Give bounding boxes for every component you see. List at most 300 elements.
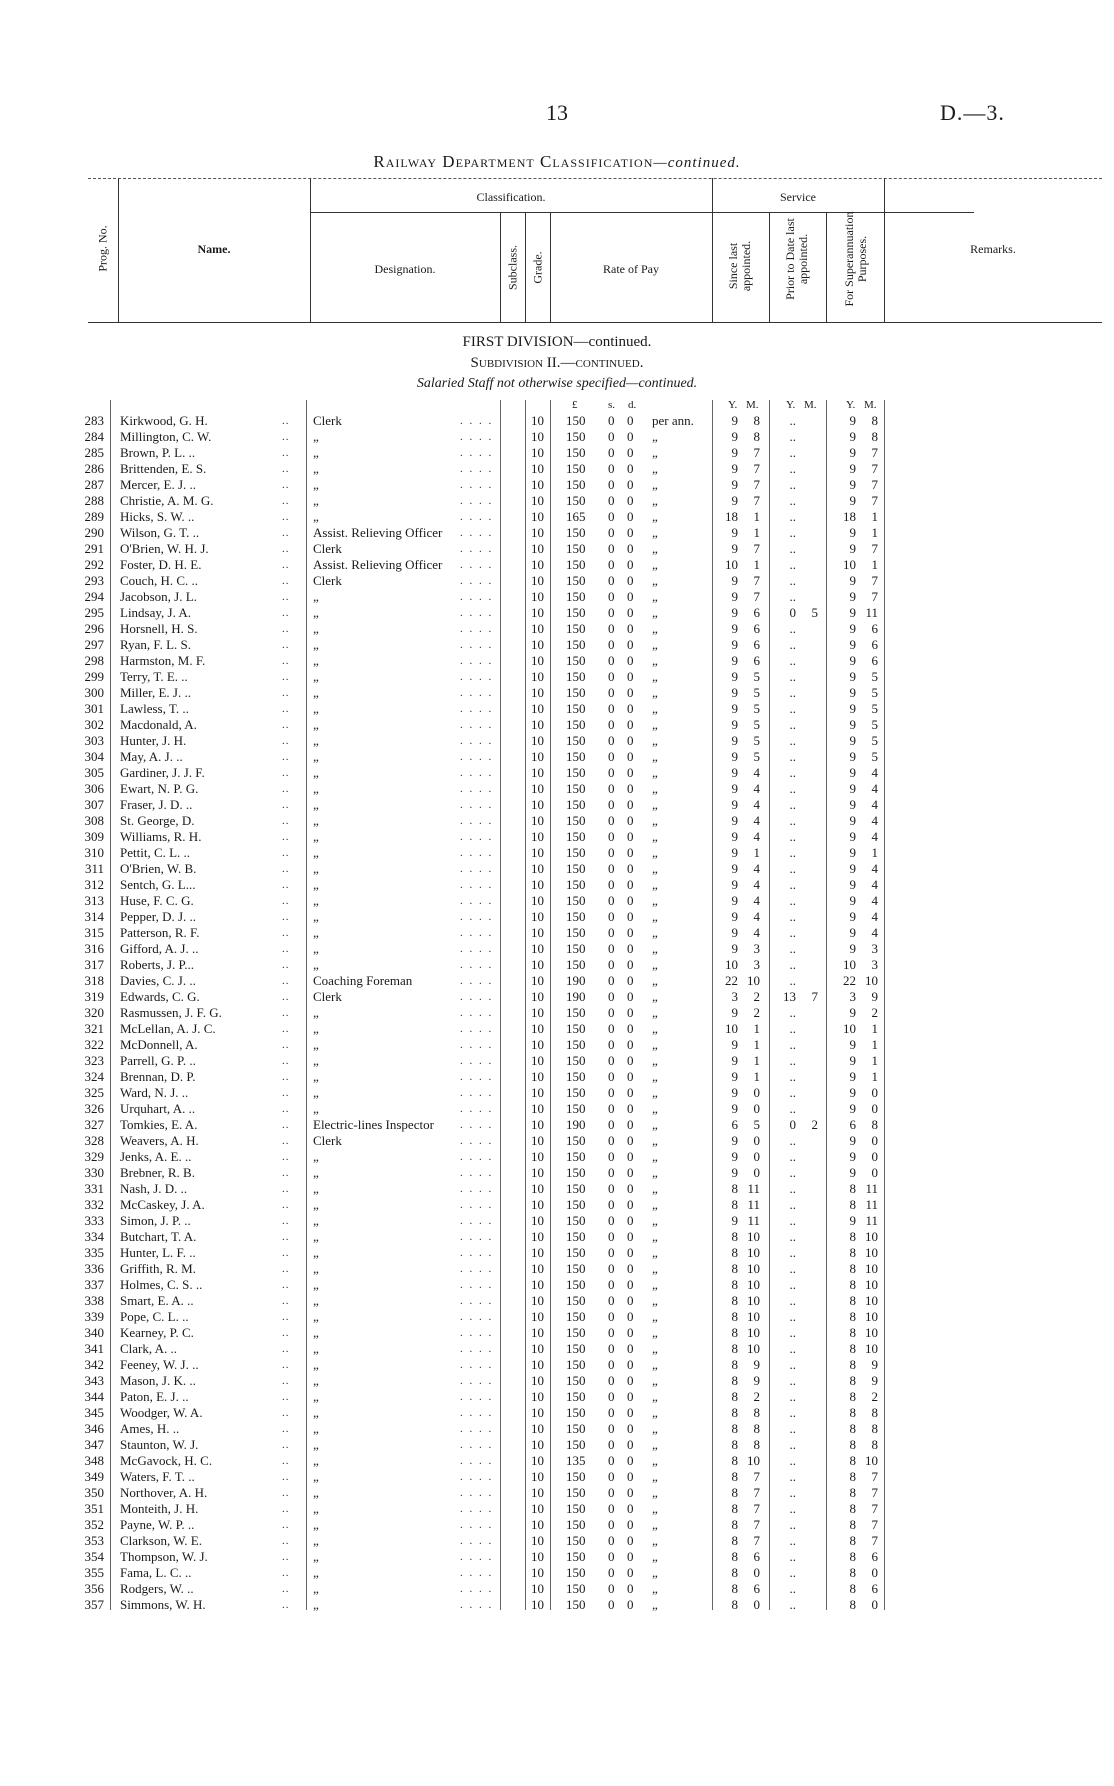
pay-pounds-cell: 150 [566,605,586,620]
leader-dots: .. [282,1215,290,1227]
since-years-cell: 10 [725,957,738,972]
table-row [0,1005,1114,1021]
since-years-cell: 9 [731,717,738,732]
header-prog-no: Prog. No. [95,225,110,272]
designation-cell: „ [313,1597,319,1612]
pay-period-cell: „ [652,1245,658,1260]
leader-dots: .. [282,1423,290,1435]
header-subclass: Subclass. [505,245,520,290]
pay-period-cell: „ [652,1405,658,1420]
grade-cell: 10 [531,1133,544,1148]
grade-cell: 10 [531,1405,544,1420]
super-years-cell: 9 [849,669,856,684]
leader-dots: . . . . [460,799,494,811]
prior-years-cell: .. [789,957,796,972]
grade-cell: 10 [531,1005,544,1020]
designation-cell: „ [313,1389,319,1404]
leader-dots: . . . . [460,1263,494,1275]
leader-dots: . . . . [460,607,494,619]
prior-years-cell: .. [789,1021,796,1036]
since-years-cell: 8 [731,1501,738,1516]
super-months-cell: 6 [871,1549,878,1564]
prior-years-cell: .. [789,1261,796,1276]
section-division: FIRST DIVISION—continued. [462,334,652,350]
pay-pounds-cell: 150 [566,541,586,556]
super-years-cell: 8 [849,1437,856,1452]
pay-pence-cell: 0 [627,1021,634,1036]
pay-period-cell: „ [652,477,658,492]
super-years-cell: 9 [849,781,856,796]
pay-pounds-cell: 150 [566,1197,586,1212]
prior-years-cell: .. [789,925,796,940]
pay-pounds-cell: 150 [566,1181,586,1196]
page-number: 13 [546,100,568,125]
pay-pence-cell: 0 [627,1405,634,1420]
designation-cell: „ [313,685,319,700]
header-bottom-rule [88,322,1102,323]
designation-cell: „ [313,893,319,908]
since-months-cell: 7 [753,1485,760,1500]
prior-years-cell: .. [789,445,796,460]
pay-pence-cell: 0 [627,1597,634,1612]
designation-cell: „ [313,1549,319,1564]
name-cell: Payne, W. P. .. [120,1517,195,1532]
designation-cell: „ [313,781,319,796]
super-months-cell: 11 [865,1213,878,1228]
since-years-cell: 9 [731,653,738,668]
leader-dots: .. [282,1327,290,1339]
leader-dots: . . . . [460,975,494,987]
super-months-cell: 1 [871,509,878,524]
super-months-cell: 11 [865,605,878,620]
pay-pence-cell: 0 [627,1197,634,1212]
leader-dots: .. [282,1279,290,1291]
pay-pence-cell: 0 [627,717,634,732]
table-row [0,717,1114,733]
pay-pounds-cell: 150 [566,1533,586,1548]
since-months-cell: 4 [753,765,760,780]
pay-shillings-cell: 0 [608,845,615,860]
prog-no-cell: 347 [84,1437,104,1452]
pay-pence-cell: 0 [627,509,634,524]
pay-pounds-cell: 150 [566,637,586,652]
super-years-cell: 8 [849,1325,856,1340]
name-cell: Couch, H. C. .. [120,573,198,588]
table-row [0,1101,1114,1117]
pay-period-cell: „ [652,1485,658,1500]
leader-dots: .. [282,1263,290,1275]
prog-no-cell: 297 [84,637,104,652]
pay-period-cell: „ [652,1325,658,1340]
pay-period-cell: „ [652,1101,658,1116]
super-years-cell: 8 [849,1389,856,1404]
leader-dots: . . . . [460,1039,494,1051]
super-months-cell: 7 [871,541,878,556]
super-years-cell: 9 [849,461,856,476]
grade-cell: 10 [531,1421,544,1436]
pay-pence-cell: 0 [627,1005,634,1020]
table-row [0,1485,1114,1501]
table-row [0,941,1114,957]
grade-cell: 10 [531,445,544,460]
pay-shillings-cell: 0 [608,413,615,428]
since-months-cell: 5 [753,685,760,700]
leader-dots: .. [282,1103,290,1115]
leader-dots: .. [282,687,290,699]
table-row [0,1373,1114,1389]
pay-pence-cell: 0 [627,1229,634,1244]
designation-cell: „ [313,829,319,844]
super-years-cell: 9 [849,941,856,956]
super-months-cell: 4 [871,765,878,780]
pay-pounds-cell: 150 [566,1405,586,1420]
prior-years-cell: .. [789,1421,796,1436]
prior-years-cell: .. [789,429,796,444]
prog-no-cell: 307 [84,797,104,812]
table-row [0,1341,1114,1357]
super-years-cell: 10 [843,957,856,972]
name-cell: Lawless, T. .. [120,701,189,716]
prior-years-cell: .. [789,749,796,764]
table-row [0,605,1114,621]
super-months-cell: 0 [871,1133,878,1148]
leader-dots: .. [282,655,290,667]
leader-dots: .. [282,1487,290,1499]
leader-dots: .. [282,751,290,763]
prior-years-cell: .. [789,1005,796,1020]
grade-cell: 10 [531,461,544,476]
since-years-cell: 8 [731,1453,738,1468]
super-years-cell: 8 [849,1565,856,1580]
since-years-cell: 8 [731,1533,738,1548]
since-months-cell: 0 [753,1565,760,1580]
unit-years-since: Y. [728,399,738,411]
grade-cell: 10 [531,1565,544,1580]
table-row [0,797,1114,813]
super-months-cell: 5 [871,717,878,732]
pay-pence-cell: 0 [627,1133,634,1148]
name-cell: Fama, L. C. .. [120,1565,192,1580]
table-row [0,749,1114,765]
pay-pounds-cell: 150 [566,1293,586,1308]
prior-years-cell: .. [789,413,796,428]
super-months-cell: 0 [871,1165,878,1180]
pay-pounds-cell: 150 [566,1389,586,1404]
grade-cell: 10 [531,573,544,588]
leader-dots: . . . . [460,1487,494,1499]
since-years-cell: 9 [731,1005,738,1020]
pay-pounds-cell: 150 [566,1085,586,1100]
since-years-cell: 9 [731,669,738,684]
header-divider [826,212,827,322]
pay-pence-cell: 0 [627,941,634,956]
pay-period-cell: „ [652,1277,658,1292]
since-years-cell: 9 [731,813,738,828]
since-months-cell: 10 [747,1453,760,1468]
pay-period-cell: „ [652,829,658,844]
pay-shillings-cell: 0 [608,1421,615,1436]
leader-dots: . . . . [460,1167,494,1179]
pay-period-cell: „ [652,1021,658,1036]
since-months-cell: 10 [747,1261,760,1276]
prog-no-cell: 295 [84,605,104,620]
prior-years-cell: .. [789,685,796,700]
pay-shillings-cell: 0 [608,1405,615,1420]
pay-pounds-cell: 150 [566,1149,586,1164]
table-row [0,973,1114,989]
prior-years-cell: .. [789,1245,796,1260]
leader-dots: . . . . [460,1375,494,1387]
grade-cell: 10 [531,701,544,716]
designation-cell: „ [313,1565,319,1580]
pay-pounds-cell: 150 [566,653,586,668]
leader-dots: . . . . [460,1423,494,1435]
pay-pounds-cell: 150 [566,957,586,972]
prior-years-cell: .. [789,1357,796,1372]
pay-pence-cell: 0 [627,1581,634,1596]
prior-years-cell: .. [789,573,796,588]
name-cell: Thompson, W. J. [120,1549,208,1564]
designation-cell: „ [313,1037,319,1052]
since-months-cell: 8 [753,413,760,428]
super-years-cell: 9 [849,813,856,828]
pay-period-cell: „ [652,1165,658,1180]
table-row [0,1245,1114,1261]
since-months-cell: 5 [753,749,760,764]
leader-dots: .. [282,1119,290,1131]
header-divider [525,212,526,322]
pay-pence-cell: 0 [627,413,634,428]
pay-period-cell: „ [652,589,658,604]
prior-years-cell: .. [789,1101,796,1116]
table-row [0,813,1114,829]
super-months-cell: 7 [871,1485,878,1500]
pay-shillings-cell: 0 [608,829,615,844]
super-years-cell: 9 [849,573,856,588]
since-months-cell: 11 [747,1213,760,1228]
leader-dots: .. [282,1055,290,1067]
since-years-cell: 8 [731,1309,738,1324]
pay-period-cell: „ [652,1149,658,1164]
designation-cell: „ [313,1437,319,1452]
designation-cell: Clerk [313,541,342,556]
name-cell: Fraser, J. D. .. [120,797,193,812]
since-months-cell: 9 [753,1373,760,1388]
leader-dots: .. [282,1343,290,1355]
designation-cell: „ [313,797,319,812]
since-years-cell: 3 [731,989,738,1004]
pay-pounds-cell: 150 [566,1229,586,1244]
leader-dots: .. [282,1087,290,1099]
prior-years-cell: .. [789,525,796,540]
name-cell: Pepper, D. J. .. [120,909,197,924]
super-months-cell: 8 [871,1405,878,1420]
leader-dots: . . . . [460,1215,494,1227]
super-months-cell: 7 [871,589,878,604]
prog-no-cell: 356 [84,1581,104,1596]
prior-years-cell: .. [789,1277,796,1292]
pay-period-cell: „ [652,1517,658,1532]
since-years-cell: 8 [731,1405,738,1420]
pay-pence-cell: 0 [627,605,634,620]
prog-no-cell: 291 [84,541,104,556]
super-years-cell: 9 [849,877,856,892]
designation-cell: „ [313,765,319,780]
since-months-cell: 7 [753,445,760,460]
pay-pounds-cell: 150 [566,765,586,780]
super-years-cell: 8 [849,1373,856,1388]
pay-shillings-cell: 0 [608,445,615,460]
super-months-cell: 4 [871,861,878,876]
name-cell: Ryan, F. L. S. [120,637,192,652]
grade-cell: 10 [531,653,544,668]
since-years-cell: 8 [731,1373,738,1388]
super-years-cell: 9 [849,429,856,444]
pay-period-cell: „ [652,1389,658,1404]
pay-period-cell: „ [652,573,658,588]
pay-shillings-cell: 0 [608,1229,615,1244]
since-months-cell: 7 [753,1469,760,1484]
super-years-cell: 8 [849,1293,856,1308]
prog-no-cell: 308 [84,813,104,828]
leader-dots: . . . . [460,1119,494,1131]
since-months-cell: 6 [753,637,760,652]
super-years-cell: 8 [849,1597,856,1612]
pay-shillings-cell: 0 [608,1485,615,1500]
leader-dots: .. [282,1503,290,1515]
pay-pounds-cell: 150 [566,1165,586,1180]
since-years-cell: 9 [731,445,738,460]
grade-cell: 10 [531,861,544,876]
grade-cell: 10 [531,973,544,988]
super-months-cell: 6 [871,1581,878,1596]
pay-shillings-cell: 0 [608,1597,615,1612]
since-years-cell: 8 [731,1197,738,1212]
prior-years-cell: .. [789,637,796,652]
leader-dots: .. [282,607,290,619]
super-months-cell: 7 [871,1533,878,1548]
table-row [0,637,1114,653]
name-cell: Brennan, D. P. [120,1069,196,1084]
designation-cell: „ [313,957,319,972]
table-row [0,1357,1114,1373]
pay-pounds-cell: 150 [566,845,586,860]
name-cell: Kearney, P. C. [120,1325,194,1340]
since-months-cell: 0 [753,1597,760,1612]
prog-no-cell: 319 [84,989,104,1004]
since-years-cell: 9 [731,589,738,604]
prior-years-cell: .. [789,541,796,556]
name-cell: Jenks, A. E. .. [120,1149,192,1164]
pay-pence-cell: 0 [627,1565,634,1580]
super-years-cell: 9 [849,477,856,492]
pay-pence-cell: 0 [627,701,634,716]
pay-shillings-cell: 0 [608,605,615,620]
super-years-cell: 9 [849,1149,856,1164]
leader-dots: .. [282,831,290,843]
pay-pence-cell: 0 [627,1389,634,1404]
prog-no-cell: 304 [84,749,104,764]
prog-no-cell: 298 [84,653,104,668]
pay-period-cell: „ [652,557,658,572]
super-years-cell: 8 [849,1501,856,1516]
pay-period-cell: „ [652,1005,658,1020]
since-years-cell: 9 [731,925,738,940]
pay-shillings-cell: 0 [608,1101,615,1116]
designation-cell: „ [313,941,319,956]
unit-years-prior: Y. [786,399,796,411]
pay-pence-cell: 0 [627,765,634,780]
name-cell: Kirkwood, G. H. [120,413,208,428]
leader-dots: .. [282,559,290,571]
designation-cell: „ [313,1309,319,1324]
leader-dots: . . . . [460,1583,494,1595]
prog-no-cell: 296 [84,621,104,636]
table-row [0,765,1114,781]
since-years-cell: 6 [731,1117,738,1132]
super-years-cell: 9 [849,541,856,556]
pay-pounds-cell: 150 [566,1597,586,1612]
table-row [0,445,1114,461]
prog-no-cell: 323 [84,1053,104,1068]
prog-no-cell: 301 [84,701,104,716]
grade-cell: 10 [531,1181,544,1196]
super-months-cell: 7 [871,1501,878,1516]
pay-pounds-cell: 150 [566,1213,586,1228]
leader-dots: .. [282,623,290,635]
super-months-cell: 7 [871,493,878,508]
pay-shillings-cell: 0 [608,781,615,796]
prog-no-cell: 306 [84,781,104,796]
prog-no-cell: 284 [84,429,104,444]
pay-pence-cell: 0 [627,541,634,556]
pay-pounds-cell: 150 [566,1373,586,1388]
super-months-cell: 4 [871,877,878,892]
since-years-cell: 8 [731,1389,738,1404]
pay-shillings-cell: 0 [608,1373,615,1388]
super-years-cell: 9 [849,733,856,748]
pay-pounds-cell: 150 [566,1037,586,1052]
table-row [0,1261,1114,1277]
grade-cell: 10 [531,1309,544,1324]
leader-dots: .. [282,1375,290,1387]
pay-pence-cell: 0 [627,1437,634,1452]
super-years-cell: 9 [849,893,856,908]
designation-cell: „ [313,1101,319,1116]
leader-dots: .. [282,1311,290,1323]
super-months-cell: 4 [871,813,878,828]
pay-period-cell: „ [652,781,658,796]
grade-cell: 10 [531,781,544,796]
pay-pounds-cell: 150 [566,1341,586,1356]
pay-pence-cell: 0 [627,909,634,924]
pay-pence-cell: 0 [627,1357,634,1372]
since-months-cell: 7 [753,1533,760,1548]
prior-years-cell: .. [789,1437,796,1452]
pay-pounds-cell: 150 [566,1133,586,1148]
pay-pence-cell: 0 [627,1453,634,1468]
pay-pounds-cell: 150 [566,1261,586,1276]
pay-pounds-cell: 190 [566,973,586,988]
leader-dots: . . . . [460,783,494,795]
designation-cell: „ [313,1581,319,1596]
since-years-cell: 9 [731,909,738,924]
grade-cell: 10 [531,1453,544,1468]
prog-no-cell: 316 [84,941,104,956]
designation-cell: „ [313,1501,319,1516]
prior-years-cell: .. [789,477,796,492]
since-months-cell: 1 [753,1021,760,1036]
